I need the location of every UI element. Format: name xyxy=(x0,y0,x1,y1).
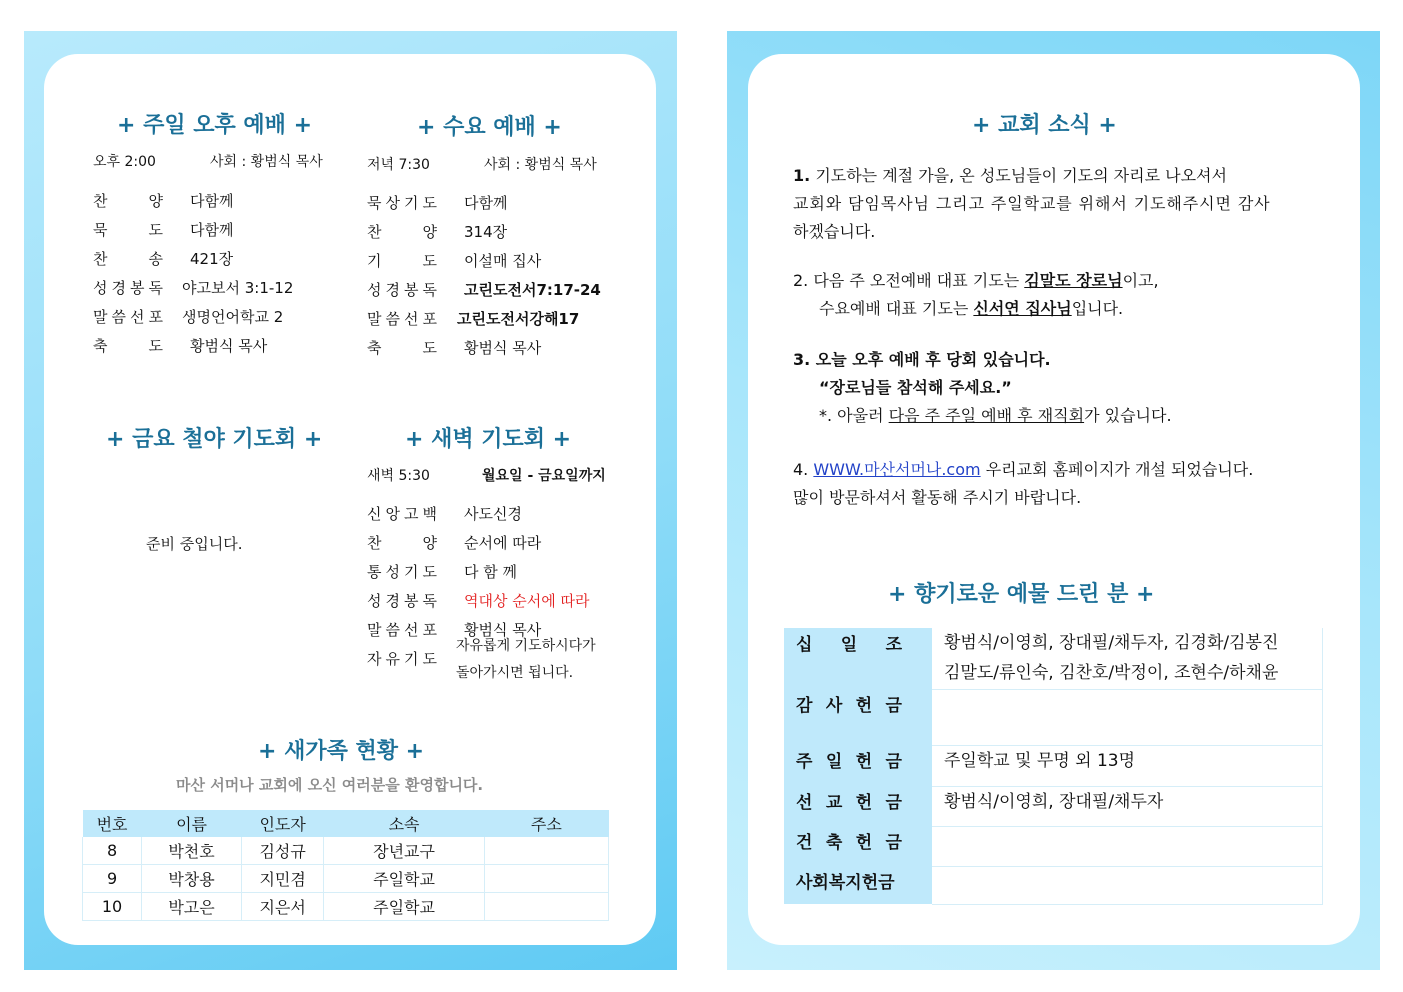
order-label-char: 경 xyxy=(385,592,400,610)
sunday-service-time: 오후 2:00 xyxy=(93,154,156,170)
offering-category-char: 사회복지헌금 xyxy=(796,873,895,893)
offering-category-char: 헌 xyxy=(855,833,875,853)
table-row xyxy=(784,866,1323,904)
order-label-char: 앙 xyxy=(385,505,400,523)
offering-category-char: 헌 xyxy=(855,752,875,772)
family-table-header: 주소 xyxy=(484,810,608,837)
table-cell: 지은서 xyxy=(241,893,323,921)
order-label-char: 백 xyxy=(422,505,437,523)
offering-category-char: 금 xyxy=(885,752,904,772)
table-cell: 주일학교 xyxy=(324,893,484,921)
order-label-char: 기 xyxy=(404,194,419,212)
order-label xyxy=(367,590,437,611)
order-row xyxy=(367,532,542,553)
offering-category-char: 금 xyxy=(885,696,904,716)
order-label-char: 찬 xyxy=(367,223,382,241)
order-label-char: 봉 xyxy=(404,281,419,299)
table-row xyxy=(784,689,1323,745)
dawn-prayer-title: + 새벽 기도회 + xyxy=(405,427,572,452)
order-label-char: 찬 xyxy=(367,534,382,552)
news-item-1-line3: 하겠습니다. xyxy=(793,222,876,241)
order-label xyxy=(367,648,437,669)
order-value: 421장 xyxy=(190,250,234,268)
new-family-welcome: 마산 서머나 교회에 오신 여러분을 환영합니다. xyxy=(176,776,484,794)
order-label-char: 성 xyxy=(93,279,108,297)
offering-category-char: 축 xyxy=(825,833,845,853)
offering-names xyxy=(932,628,1323,689)
order-label xyxy=(367,337,437,358)
order-row xyxy=(367,619,542,640)
order-value: 사도신경 xyxy=(464,505,522,523)
order-value: 다 함 께 xyxy=(464,563,518,581)
table-cell: 박천호 xyxy=(142,837,242,865)
offering-category xyxy=(784,689,932,745)
order-value: 자유롭게 기도하시다가 xyxy=(456,638,596,654)
order-label-char: 씀 xyxy=(385,621,400,639)
offering-category-char: 주 xyxy=(796,752,815,772)
order-label xyxy=(367,532,437,553)
table-cell: 장년교구 xyxy=(324,837,484,865)
order-label-char: 유 xyxy=(385,650,400,668)
news-item-2: 2. 다음 주 오전예배 대표 기도는 김말도 장로님이고, xyxy=(793,271,1159,290)
church-news-title: + 교회 소식 + xyxy=(972,113,1117,138)
order-label-char: 선 xyxy=(404,621,419,639)
order-label-char: 포 xyxy=(422,310,437,328)
order-label xyxy=(367,250,437,271)
table-row xyxy=(83,865,609,893)
order-row xyxy=(93,277,294,298)
order-value: 고린도전서7:17-24 xyxy=(464,281,601,299)
offering-category-char: 선 xyxy=(796,793,815,813)
news-item-3: 3. 오늘 오후 예배 후 당회 있습니다. xyxy=(793,350,1051,369)
order-value: 생명언어학교 2 xyxy=(182,308,284,326)
dawn-prayer-time: 새벽 5:30 xyxy=(367,468,430,484)
table-row xyxy=(784,628,1323,689)
table-cell xyxy=(484,837,608,865)
order-label-char: 양 xyxy=(148,192,163,210)
order-label xyxy=(367,279,437,300)
order-label xyxy=(93,277,163,298)
order-value: 이설매 집사 xyxy=(464,252,542,270)
order-row xyxy=(367,250,542,271)
offering-category-char: 헌 xyxy=(855,793,875,813)
table-cell: 박창용 xyxy=(142,865,242,893)
offering-category xyxy=(784,745,932,786)
order-label xyxy=(367,561,437,582)
order-label xyxy=(367,192,437,213)
order-label-char: 봉 xyxy=(130,279,145,297)
table-cell xyxy=(484,893,608,921)
offering-table xyxy=(784,628,1323,905)
homepage-link[interactable]: WWW.마산서머나.com xyxy=(813,460,981,479)
sunday-service-title: + 주일 오후 예배 + xyxy=(117,113,313,138)
order-label-char: 축 xyxy=(93,337,108,355)
offering-category-char: 금 xyxy=(885,833,904,853)
order-label xyxy=(93,306,163,327)
order-label-char: 말 xyxy=(367,621,382,639)
order-label-char: 포 xyxy=(422,621,437,639)
friday-prayer-notice: 준비 중입니다. xyxy=(146,535,243,553)
order-label-char: 신 xyxy=(367,505,382,523)
order-label-char: 독 xyxy=(422,592,437,610)
offering-category xyxy=(784,786,932,826)
wednesday-service-title: + 수요 예배 + xyxy=(417,115,562,140)
order-label-char: 씀 xyxy=(385,310,400,328)
wednesday-service-time: 저녁 7:30 xyxy=(367,157,430,173)
order-label-char: 도 xyxy=(148,337,163,355)
order-value: 다함께 xyxy=(464,194,508,212)
news-item-2-line2: 수요예배 대표 기도는 신서연 집사님입니다. xyxy=(819,299,1124,318)
order-row xyxy=(367,308,580,329)
order-value: 다함께 xyxy=(190,192,234,210)
order-label xyxy=(367,221,437,242)
friday-prayer-title: + 금요 철야 기도회 + xyxy=(106,427,323,452)
offering-category-char: 사 xyxy=(825,696,845,716)
table-cell: 10 xyxy=(83,893,142,921)
offering-names-line: 황범식/이영희, 장대필/채두자 xyxy=(944,791,1164,812)
order-row xyxy=(367,503,522,524)
order-label-char: 경 xyxy=(111,279,126,297)
table-row xyxy=(83,837,609,865)
order-label-char: 찬 xyxy=(93,192,108,210)
order-label-char: 성 xyxy=(367,281,382,299)
order-row xyxy=(367,561,518,582)
table-row xyxy=(83,893,609,921)
order-label-char: 기 xyxy=(404,650,419,668)
order-label xyxy=(93,335,163,356)
order-value: 황범식 목사 xyxy=(464,339,542,357)
family-table-header: 인도자 xyxy=(241,810,323,837)
offering-names-line: 황범식/이영희, 장대필/채두자, 김경화/김봉진 xyxy=(944,633,1279,653)
order-label-char: 포 xyxy=(148,308,163,326)
offering-category-char: 감 xyxy=(796,696,815,716)
order-label-char: 봉 xyxy=(404,592,419,610)
order-label xyxy=(367,308,437,329)
order-label-char: 도 xyxy=(422,339,437,357)
order-label-char: 독 xyxy=(422,281,437,299)
offering-category-char: 일 xyxy=(840,635,860,655)
offering-category-char: 십 xyxy=(796,635,815,655)
order-row xyxy=(367,590,590,611)
order-value: 순서에 따라 xyxy=(464,534,542,552)
order-label xyxy=(367,503,437,524)
order-label-char: 도 xyxy=(422,194,437,212)
offering-names xyxy=(932,826,1323,866)
offering-names xyxy=(932,689,1323,745)
news-item-3-quote: “장로님들 참석해 주세요.” xyxy=(819,378,1012,397)
news-item-1: 1. 기도하는 계절 가을, 온 성도님들이 기도의 자리로 나오셔서 xyxy=(793,166,1227,185)
order-row xyxy=(367,638,596,681)
order-label-char: 묵 xyxy=(367,194,382,212)
order-row xyxy=(93,219,234,240)
order-label-char: 통 xyxy=(367,563,382,581)
offering-title: + 향기로운 예물 드린 분 + xyxy=(888,582,1155,607)
order-row xyxy=(367,337,542,358)
order-label-char: 도 xyxy=(422,650,437,668)
order-label-char: 양 xyxy=(422,223,437,241)
church-news-body xyxy=(793,162,1318,512)
offering-names-line: 김말도/류인숙, 김찬호/박정이, 조현수/하채윤 xyxy=(944,663,1279,683)
offering-category xyxy=(784,826,932,866)
table-cell: 박고은 xyxy=(142,893,242,921)
news-item-4-line2: 많이 방문하셔서 활동해 주시기 바랍니다. xyxy=(793,488,1082,507)
order-label xyxy=(367,619,437,640)
news-item-1-line2: 교회와 담임목사님 그리고 주일학교를 위해서 기도해주시면 감사 xyxy=(793,194,1271,213)
order-value: 고린도전서강해17 xyxy=(457,310,580,328)
family-table-header: 소속 xyxy=(324,810,484,837)
order-row xyxy=(93,335,268,356)
order-label-char: 양 xyxy=(422,534,437,552)
order-value: 황범식 목사 xyxy=(190,337,268,355)
order-label-char: 도 xyxy=(422,563,437,581)
offering-names xyxy=(932,745,1323,786)
order-label-char: 기 xyxy=(367,252,382,270)
new-family-title: + 새가족 현황 + xyxy=(258,739,425,764)
table-row xyxy=(784,786,1323,826)
order-label-char: 찬 xyxy=(93,250,108,268)
offering-category-char: 교 xyxy=(825,793,845,813)
order-label-char: 경 xyxy=(385,281,400,299)
order-value: 황범식 목사 xyxy=(464,621,542,639)
order-label xyxy=(93,190,163,211)
family-table-header: 이름 xyxy=(142,810,242,837)
new-family-table xyxy=(82,810,609,921)
news-item-3-note: *. 아울러 다음 주 주일 예배 후 재직회가 있습니다. xyxy=(819,406,1172,425)
table-cell: 김성규 xyxy=(241,837,323,865)
offering-names xyxy=(932,866,1323,904)
order-label-char: 씀 xyxy=(111,308,126,326)
order-label-char: 선 xyxy=(404,310,419,328)
table-row xyxy=(784,745,1323,786)
sunday-service-host: 사회 : 황범식 목사 xyxy=(210,154,323,170)
order-label xyxy=(93,219,163,240)
offering-category-char: 금 xyxy=(885,793,904,813)
offering-category xyxy=(784,866,932,904)
order-row xyxy=(93,248,234,269)
family-table-header: 번호 xyxy=(83,810,142,837)
offering-category-char: 헌 xyxy=(855,696,875,716)
order-label-char: 말 xyxy=(367,310,382,328)
order-label-char: 선 xyxy=(130,308,145,326)
offering-names-line: 주일학교 및 무명 외 13명 xyxy=(944,750,1136,771)
order-label xyxy=(93,248,163,269)
offering-category-char: 일 xyxy=(825,752,845,772)
order-label-char: 축 xyxy=(367,339,382,357)
order-value: 314장 xyxy=(464,223,508,241)
order-value: 다함께 xyxy=(190,221,234,239)
table-cell: 지민겸 xyxy=(241,865,323,893)
table-cell: 9 xyxy=(83,865,142,893)
order-value: 역대상 순서에 따라 xyxy=(464,592,590,610)
table-cell: 8 xyxy=(83,837,142,865)
order-label-char: 자 xyxy=(367,650,382,668)
order-label-char: 도 xyxy=(148,221,163,239)
order-label-char: 기 xyxy=(404,563,419,581)
order-value-line2: 돌아가시면 됩니다. xyxy=(456,665,574,681)
dawn-prayer-days: 월요일 - 금요일까지 xyxy=(482,468,606,484)
offering-names xyxy=(932,786,1323,826)
order-label-char: 성 xyxy=(385,563,400,581)
offering-category-char: 건 xyxy=(796,833,815,853)
order-label-char: 송 xyxy=(148,250,163,268)
order-label-char: 묵 xyxy=(93,221,108,239)
table-cell: 주일학교 xyxy=(324,865,484,893)
wednesday-service-host: 사회 : 황범식 목사 xyxy=(484,157,597,173)
offering-category xyxy=(784,628,932,689)
order-label-char: 독 xyxy=(148,279,163,297)
order-label-char: 도 xyxy=(422,252,437,270)
order-label-char: 성 xyxy=(367,592,382,610)
order-row xyxy=(93,306,284,327)
order-label-char: 고 xyxy=(404,505,419,523)
order-value: 야고보서 3:1-12 xyxy=(182,279,294,297)
order-row xyxy=(367,192,508,213)
order-label-char: 말 xyxy=(93,308,108,326)
offering-category-char: 조 xyxy=(885,635,904,655)
order-label-char: 상 xyxy=(385,194,400,212)
news-item-4: 4. WWW.마산서머나.com 우리교회 홈페이지가 개설 되었습니다. xyxy=(793,460,1254,479)
order-row xyxy=(367,279,601,300)
order-row xyxy=(367,221,508,242)
table-row xyxy=(784,826,1323,866)
order-row xyxy=(93,190,234,211)
table-cell xyxy=(484,865,608,893)
